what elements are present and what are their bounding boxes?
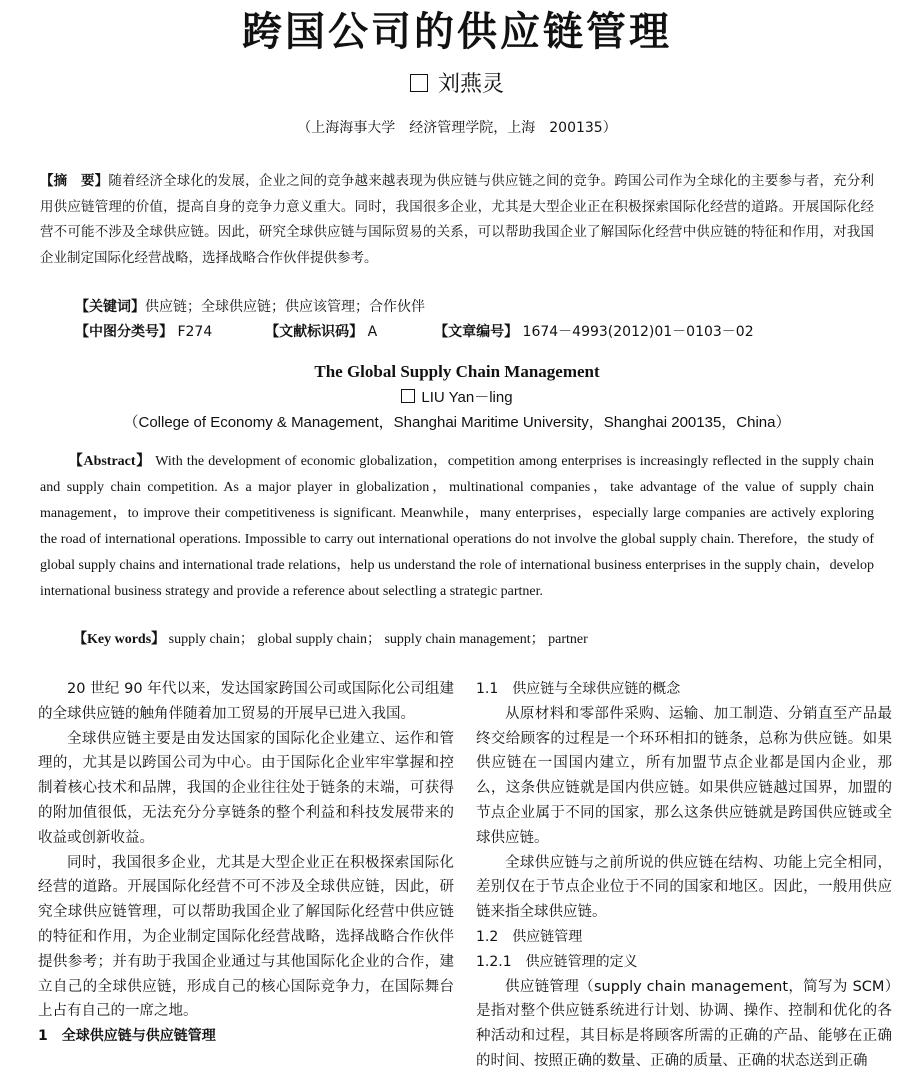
- body-paragraph: 全球供应链主要是由发达国家的国际化企业建立、运作和管理的，尤其是以跨国公司为中心。由于国际化企业牢牢掌握和控制着核心技术和品牌，我国的企业往往处于链条的末端，可获得的附加值很低，无法充分分享链条的整个利益和科技发展带来的收益或创新收益。: [38, 730, 454, 846]
- abstract-cn-text: 随着经济全球化的发展，企业之间的竞争越来越表现为供应链与供应链之间的竞争。跨国公司作为全球化的主要参与者，充分利用供应链管理的价值，提高自身的竞争力意义重大。同时，我国很多企业，尤其是大型企业正在积极探索国际化经营的道路。开展国际化经营不可能不涉及全球供应链。因此，研究全球供应链与国际贸易的关系，可以帮助我国企业了解国际化经营中供应链的特征和作用，对我国企业制定国际化经营战略，选择战略合作伙伴提供参考。: [40, 173, 874, 266]
- classification-line: [75, 320, 754, 344]
- paper-title: 跨国公司的供应链管理: [242, 9, 672, 55]
- checkbox-square-icon: [401, 389, 415, 403]
- body-paragraph: 20 世纪 90 年代以来，发达国家跨国公司或国际化公司组建的全球供应链的触角伴随着加工贸易的开展早已进入我国。: [38, 681, 454, 722]
- affiliation: （上海海事大学 经济管理学院，上海 200135）: [297, 120, 617, 136]
- english-author-name: LIU Yan－ling: [421, 389, 513, 406]
- abstract-cn: [40, 169, 874, 271]
- body-right-column: [476, 677, 892, 1074]
- subsection-heading: 1.2 供应链管理: [476, 928, 583, 945]
- english-title: The Global Supply Chain Management: [314, 362, 600, 381]
- section-heading: 1 全球供应链与供应链管理: [38, 1028, 216, 1045]
- clc-label: 【中图分类号】: [75, 324, 173, 340]
- keywords-cn: [75, 295, 425, 319]
- english-author-line: [0, 386, 914, 410]
- body-paragraph: 供应链管理（supply chain management，简写为 SCM）是指对整个供应链系统进行计划、协调、操作、控制和优化的各种活动和过程，其目标是将顾客所需的正确的产品、能够在正确的时间、按照正确的数量、正确的质量、正确的状态送到正确: [476, 978, 892, 1069]
- author-name: 刘燕灵: [437, 72, 504, 97]
- body-paragraph: 从原材料和零部件采购、运输、加工制造、分销直至产品最终交给顾客的过程是一个环环相扣的链条，总称为供应链。如果供应链在一国国内建立，所有加盟节点企业都是国内企业，那么，这条供应链就是国内供应链。如果供应链越过国界，加盟的节点企业属于不同的国家，那么这条供应链就是跨国供应链或全球供应链。: [476, 705, 892, 846]
- doc-code-value: A: [367, 324, 378, 340]
- abstract-en-text: With the development of economic globalization，competition among enterprises is increasingly reflected in the supply chain and supply chain competition. As a major player in globalization，multinational companies，take advantage of the value of supply chain management，to improve their competitiveness is significant. Meanwhile，many enterprises，especially large companies are actively exploring the road of international operations. Impossible to carry out international operations do not involve the global supply chain. Therefore，the study of global supply chains and international trade relations，help us understand the role of international business enterprises in the supply chain，develop international business strategy and provide a reference about selectling a strategic partner.: [40, 454, 874, 599]
- doc-code-label: 【文献标识码】: [265, 324, 364, 340]
- article-no-value: 1674－4993(2012)01－0103－02: [522, 324, 754, 340]
- body-paragraph: 全球供应链与之前所说的供应链在结构、功能上完全相同，差别仅在于节点企业位于不同的国家和地区。因此，一般用供应链来指全球供应链。: [476, 854, 892, 921]
- keywords-en-label: 【Key words】: [73, 632, 166, 647]
- keywords-en-text: supply chain； global supply chain； supply chain management； partner: [165, 632, 588, 647]
- subsection-heading: 1.1 供应链与全球供应链的概念: [476, 681, 681, 697]
- keywords-cn-label: 【关键词】: [75, 299, 145, 315]
- clc-value: F274: [177, 324, 213, 340]
- author-line: [0, 69, 914, 101]
- abstract-cn-label: 【摘 要】: [40, 173, 109, 189]
- body-paragraph: 同时，我国很多企业，尤其是大型企业正在积极探索国际化经营的道路。开展国际化经营不可不涉及全球供应链，因此，研究全球供应链管理，可以帮助我国企业了解国际化经营中供应链的特征和作用，为企业制定国际化经营战略，选择战略合作伙伴提供参考；并有助于我国企业通过与其他国际化企业的合作，建立自己的全球供应链，形成自己的核心国际竞争力，在国际舞台上占有自己的一席之地。: [38, 854, 454, 1020]
- english-affiliation: （College of Economy & Management，Shanghai Maritime University，Shanghai 200135，China）: [123, 414, 791, 431]
- keywords-cn-text: 供应链；全球供应链；供应该管理；合作伙伴: [145, 299, 425, 315]
- article-no-label: 【文章编号】: [434, 324, 519, 340]
- subsubsection-heading: 1.2.1 供应链管理的定义: [476, 953, 638, 970]
- body-left-column: [38, 677, 454, 1049]
- abstract-en: [40, 449, 874, 605]
- checkbox-square-icon: [410, 74, 428, 92]
- keywords-en: [73, 627, 588, 653]
- abstract-en-label: 【Abstract】: [68, 454, 152, 469]
